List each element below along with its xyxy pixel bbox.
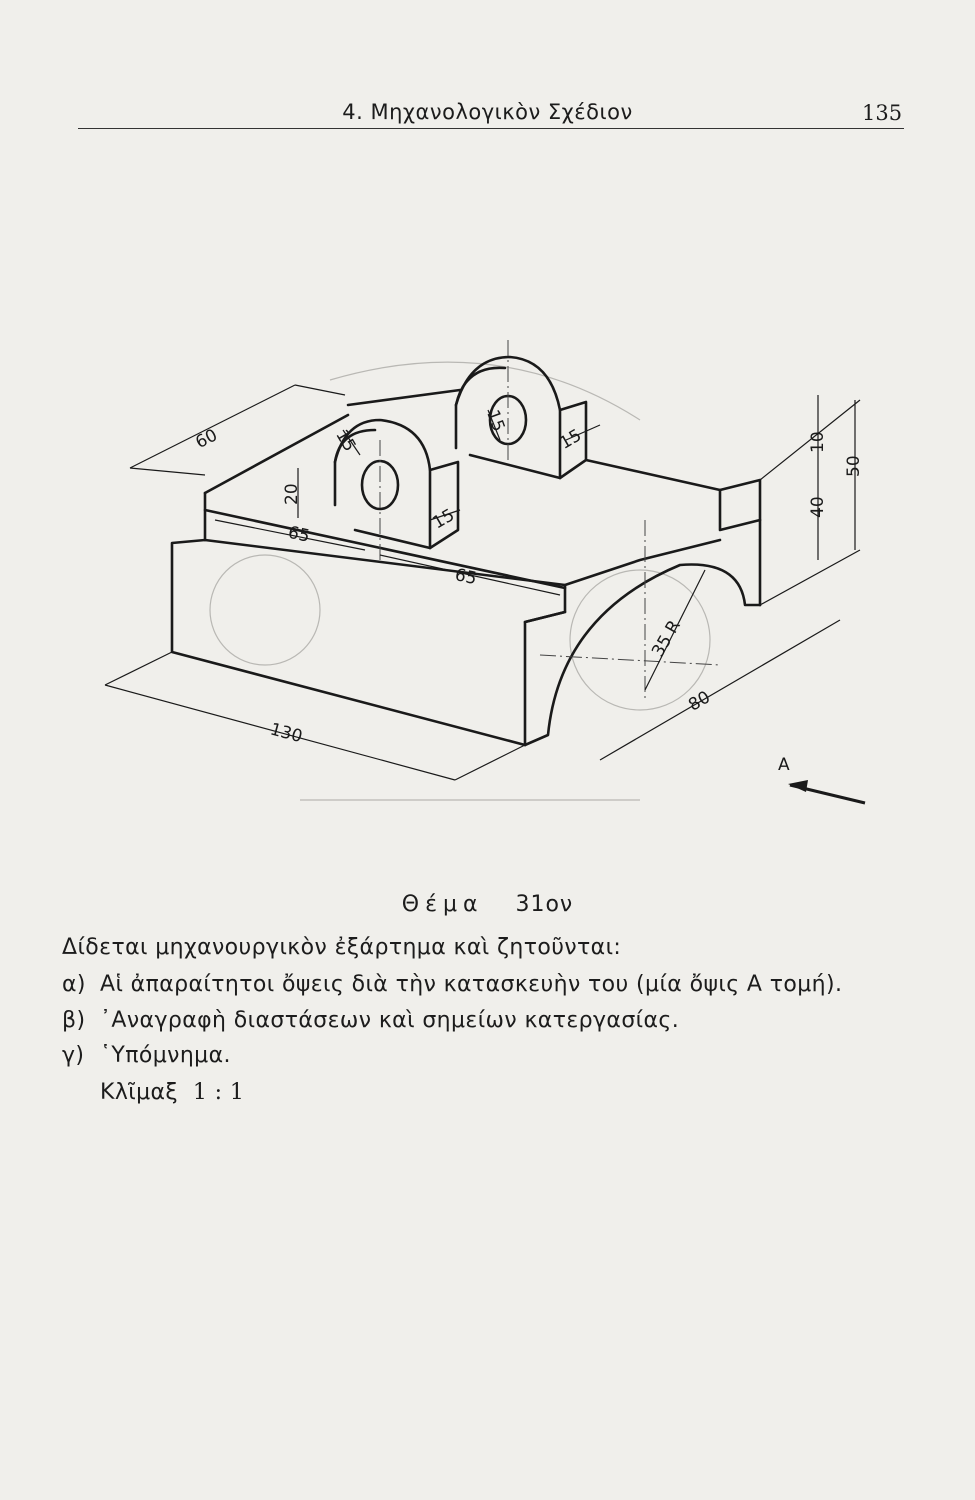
dim-60: 60: [192, 425, 221, 453]
right-lug: [456, 357, 586, 478]
dim-10: 10: [808, 431, 828, 453]
task-marker: γ): [62, 1043, 85, 1068]
scale-value: 1 : 1: [192, 1080, 245, 1105]
view-label-a: A: [778, 755, 790, 775]
task-text: Αἱ ἀπαραίτητοι ὄψεις διὰ τὴν κατασκευὴν του (μία ὄψις Α τομή).: [100, 972, 843, 997]
dim-15-left-wall: 15: [331, 426, 360, 456]
dim-130: 130: [267, 719, 305, 748]
dim-15-right-hole: 15: [482, 407, 509, 435]
dim-20: 20: [282, 483, 302, 505]
topic-heading: [0, 892, 975, 917]
dim-35r: 35 R: [648, 616, 685, 661]
page-number: 135: [862, 101, 903, 125]
task-marker: β): [62, 1008, 86, 1033]
task-a: [62, 972, 842, 997]
dim-65-left: 65: [286, 522, 312, 547]
task-text: ῾Υπόμνημα.: [100, 1043, 231, 1068]
dim-65-right: 65: [453, 565, 479, 590]
view-arrow-a: [778, 755, 865, 803]
exercise-intro: Δίδεται μηχανουργικὸν ἐξάρτημα καὶ ζητοῦνται:: [62, 935, 622, 960]
scale-label: Κλῖμαξ: [100, 1080, 179, 1105]
task-b: [62, 1008, 679, 1033]
topic-number: 31ον: [515, 892, 574, 917]
dim-50: 50: [844, 455, 864, 477]
task-text: ᾿Αναγραφὴ διαστάσεων καὶ σημείων κατεργασίας.: [100, 1008, 680, 1033]
chapter-title: 4. Μηχανολογικὸν Σχέδιον: [342, 100, 633, 124]
task-marker: α): [62, 972, 86, 997]
scale-line: [100, 1080, 244, 1105]
topic-label: Θέμα: [401, 892, 484, 917]
dim-15-left-hole: 15: [429, 505, 459, 534]
dim-80: 80: [685, 687, 714, 716]
dim-15-right-wall: 15: [556, 425, 586, 454]
task-c: [62, 1043, 231, 1068]
dim-40: 40: [808, 496, 828, 518]
